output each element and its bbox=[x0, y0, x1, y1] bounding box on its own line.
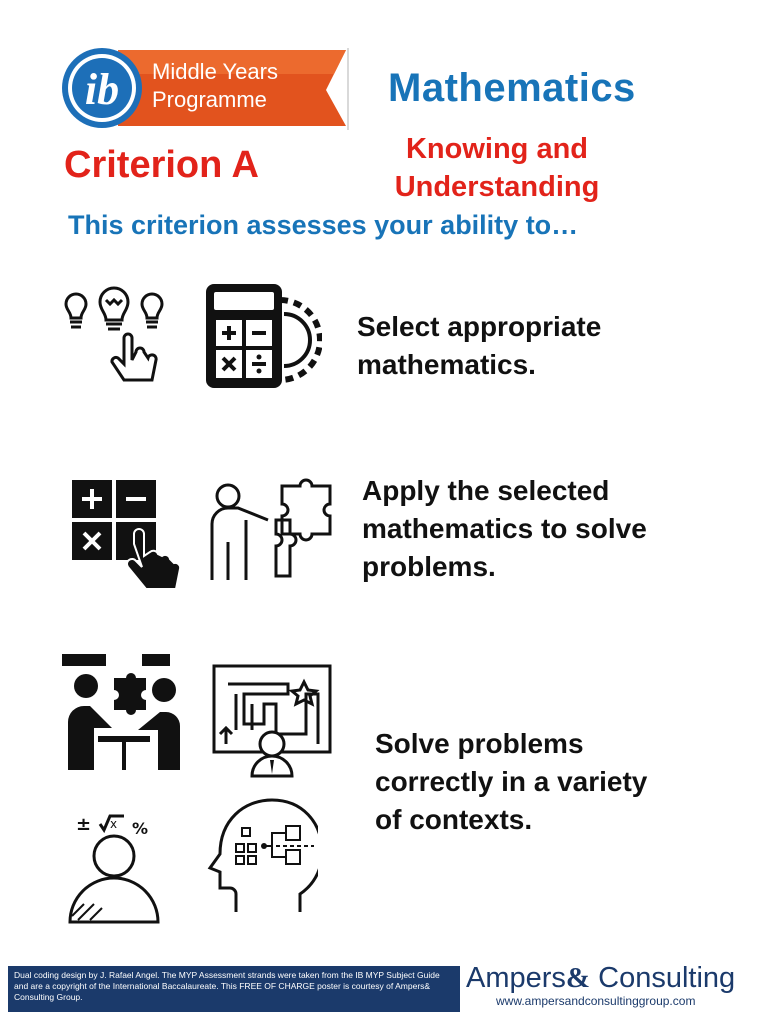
logo-text bbox=[152, 58, 352, 114]
criterion-name-line2: Understanding bbox=[394, 171, 600, 203]
item1-line2: mathematics. bbox=[357, 349, 536, 380]
intro-text: This criterion assesses your ability to… bbox=[68, 210, 579, 240]
criterion-label: Criterion A bbox=[64, 144, 259, 186]
item3-line3: of contexts. bbox=[375, 804, 533, 835]
item2-line2: mathematics to solve bbox=[362, 513, 647, 544]
person-puzzle-icon bbox=[206, 476, 340, 584]
brand-name bbox=[466, 962, 735, 995]
svg-text:x: x bbox=[110, 817, 118, 831]
criterion-name-line1: Knowing and bbox=[405, 133, 589, 165]
svg-text:%: % bbox=[132, 819, 149, 838]
ability-item-1 bbox=[357, 308, 737, 384]
math-thinking-head-icon bbox=[66, 812, 166, 924]
criterion-name bbox=[372, 130, 622, 206]
svg-text:±: ± bbox=[76, 814, 92, 835]
item2-line3: problems. bbox=[362, 551, 496, 582]
lightbulbs-hand-icon bbox=[58, 286, 170, 392]
brain-flowchart-head-icon bbox=[206, 796, 318, 914]
brand-name-b: Consulting bbox=[590, 962, 736, 994]
item2-line1: Apply the selected bbox=[362, 475, 610, 506]
footer-credit: Dual coding design by J. Rafael Angel. The MYP Assessment strands were taken from the IB MYP Subject Guide and are a copyright of the International Baccalaureate. This FREE OF CHARGE poster is courtesy of Ampers& Consulting Group. bbox=[8, 966, 460, 1012]
brand-url[interactable]: www.ampersandconsultinggroup.com bbox=[496, 994, 696, 1008]
team-puzzle-icon bbox=[58, 650, 188, 772]
logo-line1: Middle Years bbox=[152, 59, 278, 84]
logo-line2: Programme bbox=[152, 87, 267, 112]
item3-line2: correctly in a variety bbox=[375, 766, 648, 797]
item3-line1: Solve problems bbox=[375, 728, 584, 759]
brand-ampersand: & bbox=[565, 962, 591, 994]
maze-board-icon bbox=[212, 664, 332, 778]
math-operators-touch-icon bbox=[70, 478, 190, 594]
logo-letter: ib bbox=[84, 65, 120, 114]
item1-line1: Select appropriate bbox=[357, 311, 602, 342]
brand-name-a: Ampers bbox=[466, 962, 566, 994]
subject-title: Mathematics bbox=[388, 66, 636, 110]
calculator-gear-icon bbox=[202, 280, 322, 392]
ability-item-2 bbox=[362, 472, 742, 586]
ability-item-3 bbox=[375, 725, 755, 839]
